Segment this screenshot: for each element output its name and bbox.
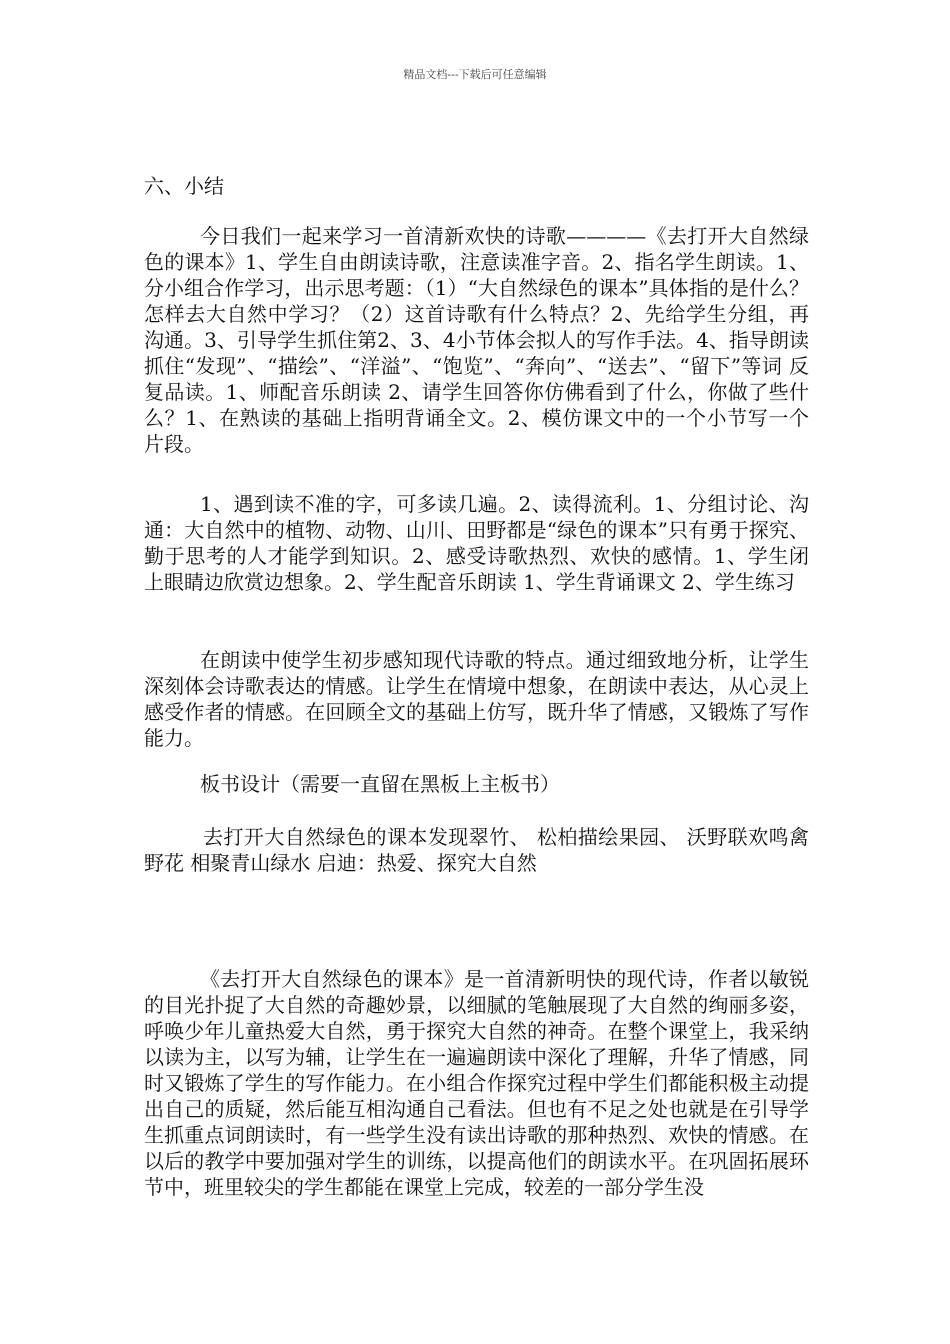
paragraph-lesson-summary: 今日我们一起来学习一首清新欢快的诗歌————《去打开大自然绿色的课本》1、学生自由朗读诗歌，注意读准字音。2、指名学生朗读。1、分小组合作学习，出示思考题：（1）“大自然绿色的课本”具体指的是什么？怎样去大自然中学习？（2）这首诗歌有什么特点？2、先给学生分组，再沟通。3、引导学生抓住第2、3、4小节体会拟人的写作手法。4、指导朗读抓住“发现”、“描绘”、“洋溢”、“饱览”、“奔向”、“送去”、“留下”等词 反复品读。1、师配音乐朗读 2、请学生回答你仿佛看到了什么，你做了些什么？1、在熟读的基础上指明背诵全文。2、模仿课文中的一个小节写一个片段。: [144, 224, 809, 456]
page-header-watermark: 精品文档---下载后可任意编辑: [403, 68, 547, 81]
paragraph-board-content: 去打开大自然绿色的课本发现翠竹、 松柏描绘果园、 沃野联欢鸣禽野花 相聚青山绿水 启迪：热爱、探究大自然: [144, 825, 809, 875]
paragraph-board-design-heading: 板书设计（需要一直留在黑板上主板书）: [200, 772, 560, 796]
paragraph-design-intent: 在朗读中使学生初步感知现代诗歌的特点。通过细致地分析，让学生深刻体会诗歌表达的情感。让学生在情境中想象，在朗读中表达，从心灵上感受作者的情感。在回顾全文的基础上仿写，既升华了情感，又锻炼了写作能力。: [144, 648, 809, 750]
paragraph-student-activities: 1、遇到读不准的字，可多读几遍。2、读得流利。1、分组讨论、沟通：大自然中的植物、动物、山川、田野都是“绿色的课本”只有勇于探究、勤于思考的人才能学到知识。2、感受诗歌热烈、欢快的感情。1、学生闭上眼睛边欣赏边想象。2、学生配音乐朗读 1、学生背诵课文 2、学生练习: [144, 492, 809, 594]
section-title: 六、小结: [144, 174, 224, 198]
paragraph-teaching-reflection: 《去打开大自然绿色的课本》是一首清新明快的现代诗，作者以敏锐的目光扑捉了大自然的奇趣妙景，以细腻的笔触展现了大自然的绚丽多姿，呼唤少年儿童热爱大自然，勇于探究大自然的神奇。在整个课堂上，我采纳以读为主，以写为辅，让学生在一遍遍朗读中深化了理解，升华了情感，同时又锻炼了学生的写作能力。在小组合作探究过程中学生们都能积极主动提出自己的质疑，然后能互相沟通自己看法。但也有不足之处也就是在引导学生抓重点词朗读时，有一些学生没有读出诗歌的那种热烈、欢快的情感。在以后的教学中要加强对学生的训练，以提高他们的朗读水平。在巩固拓展环节中，班里较尖的学生都能在课堂上完成，较差的一部分学生没: [144, 967, 809, 1199]
